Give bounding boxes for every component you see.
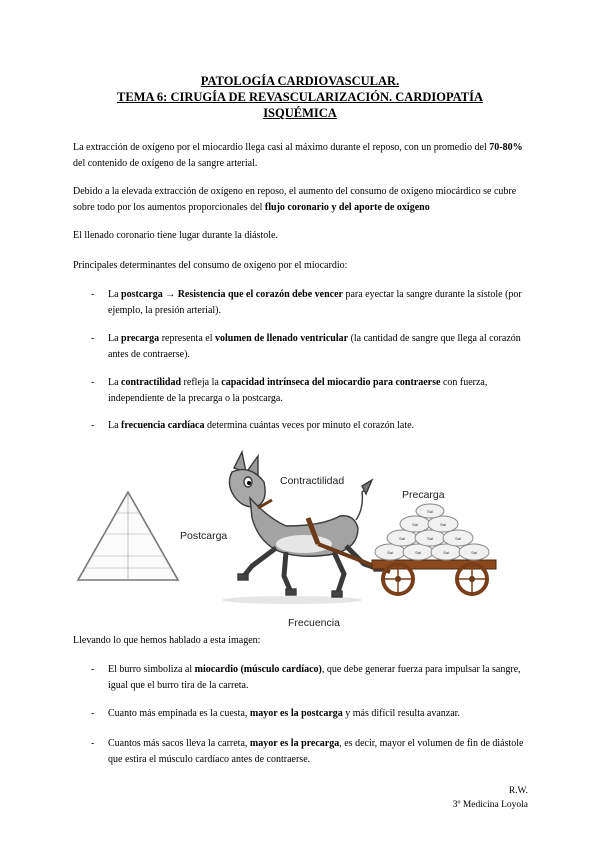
text: La: [108, 420, 122, 431]
list-dash: -: [91, 420, 95, 431]
donkey-cart-illustration: [72, 448, 532, 630]
list-dash: -: [91, 289, 95, 300]
sack-label: Sal: [412, 522, 418, 527]
signature: [453, 784, 528, 812]
sack-label: Sal: [427, 536, 433, 541]
sack-label: Sal: [471, 550, 477, 555]
signature-initials: R.W.: [508, 786, 528, 796]
bold-term: mayor es la precarga: [249, 738, 340, 749]
list-item-cuesta: [91, 706, 529, 722]
sack-label: Sal: [455, 536, 461, 541]
text: , es decir, mayor el volumen de fin de diástole que estira el músculo cardíaco antes de contraerse.: [108, 738, 524, 765]
bold-term: precarga: [121, 333, 160, 344]
sack-label: Sal: [440, 522, 446, 527]
sack-label: Sal: [427, 509, 433, 514]
signature-course: 3º Medicina Loyola: [452, 800, 528, 810]
list-item-postcarga: [91, 287, 529, 319]
p1-text-a: La extracción de oxígeno por el miocardio llega casi al máximo durante el reposo, con un promedio del: [73, 142, 490, 153]
donkey-icon: [229, 452, 384, 597]
postcarga-label: Postcarga: [180, 530, 228, 542]
text: , que debe generar fuerza para impulsar la sangre, igual que el burro tira de la carreta.: [108, 664, 521, 691]
text: con fuerza, independiente de la precarga o la postcarga.: [108, 377, 488, 404]
pyramid-icon: [78, 492, 178, 580]
list-item-frecuencia: [91, 418, 529, 434]
precarga-label: Precarga: [402, 489, 445, 501]
p1-text-b: del contenido de oxígeno de la sangre arterial.: [73, 158, 258, 169]
list-item-burro: [91, 662, 529, 694]
paragraph-oxygen-demand: [73, 184, 529, 216]
contractilidad-label: Contractilidad: [280, 475, 345, 487]
p1-bold: 70-80%: [489, 142, 523, 153]
p2-text-a: Debido a la elevada extracción de oxígeno en reposo, el aumento del consumo de oxígeno miocárdico se cubre sobre todo por los aumentos proporcionales del: [73, 186, 517, 213]
text: (la cantidad de sangre que llega al corazón antes de contraerse).: [108, 333, 521, 360]
list-item-contractilidad: [91, 375, 529, 407]
bold-term: contractilidad: [121, 377, 182, 388]
list-item-precarga: [91, 331, 529, 363]
paragraph-oxygen-extraction: [73, 140, 529, 172]
bold-term: mayor es la postcarga: [249, 708, 343, 719]
list-dash: -: [91, 333, 95, 344]
bold-term: miocardio (músculo cardíaco): [194, 664, 322, 675]
bold-term: volumen de llenado ventricular: [215, 333, 349, 344]
text: La: [108, 377, 122, 388]
document-title-line-2: TEMA 6: CIRUGÍA DE REVASCULARIZACIÓN. CARDIOPATÍA: [116, 90, 483, 104]
text: para eyectar la sangre durante la sístole (por ejemplo, la presión arterial).: [108, 289, 522, 316]
document-title-line-3: ISQUÉMICA: [263, 106, 337, 120]
sack-label: Sal: [443, 550, 449, 555]
list-dash: -: [91, 664, 95, 675]
text: Cuanto más empinada es la cuesta,: [108, 708, 250, 719]
text: La: [108, 333, 122, 344]
frecuencia-label: Frecuencia: [288, 617, 340, 629]
text: determina cuántas veces por minuto el corazón late.: [204, 420, 415, 431]
sack-label: Sal: [387, 550, 393, 555]
text: La: [108, 289, 122, 300]
list-dash: -: [91, 377, 95, 388]
text: y más difícil resulta avanzar.: [342, 708, 460, 719]
text: representa el: [159, 333, 215, 344]
text: Cuantos más sacos lleva la carreta,: [108, 738, 250, 749]
bold-term: frecuencia cardíaca: [121, 420, 205, 431]
sack-label: Sal: [399, 536, 405, 541]
list-item-sacos: [91, 736, 529, 768]
sack-label: Sal: [415, 550, 421, 555]
document-title-line-1: PATOLOGÍA CARDIOVASCULAR.: [200, 74, 400, 88]
paragraph-determinants-intro: Principales determinantes del consumo de oxígeno por el miocardio:: [73, 260, 348, 271]
text: El burro simboliza al: [108, 664, 195, 675]
list-dash: -: [91, 738, 95, 749]
bold-term: capacidad intrínseca del miocardio para contraerse: [221, 377, 441, 388]
text: refleja la: [181, 377, 222, 388]
paragraph-coronary-filling: El llenado coronario tiene lugar durante la diástole.: [73, 230, 278, 241]
bold-term: postcarga → Resistencia que el corazón debe vencer: [121, 289, 343, 300]
cart-icon: [372, 560, 496, 594]
p2-bold: flujo coronario y del aporte de oxígeno: [264, 202, 430, 213]
list-dash: -: [91, 708, 95, 719]
paragraph-image-intro: Llevando lo que hemos hablado a esta imagen:: [73, 635, 261, 646]
